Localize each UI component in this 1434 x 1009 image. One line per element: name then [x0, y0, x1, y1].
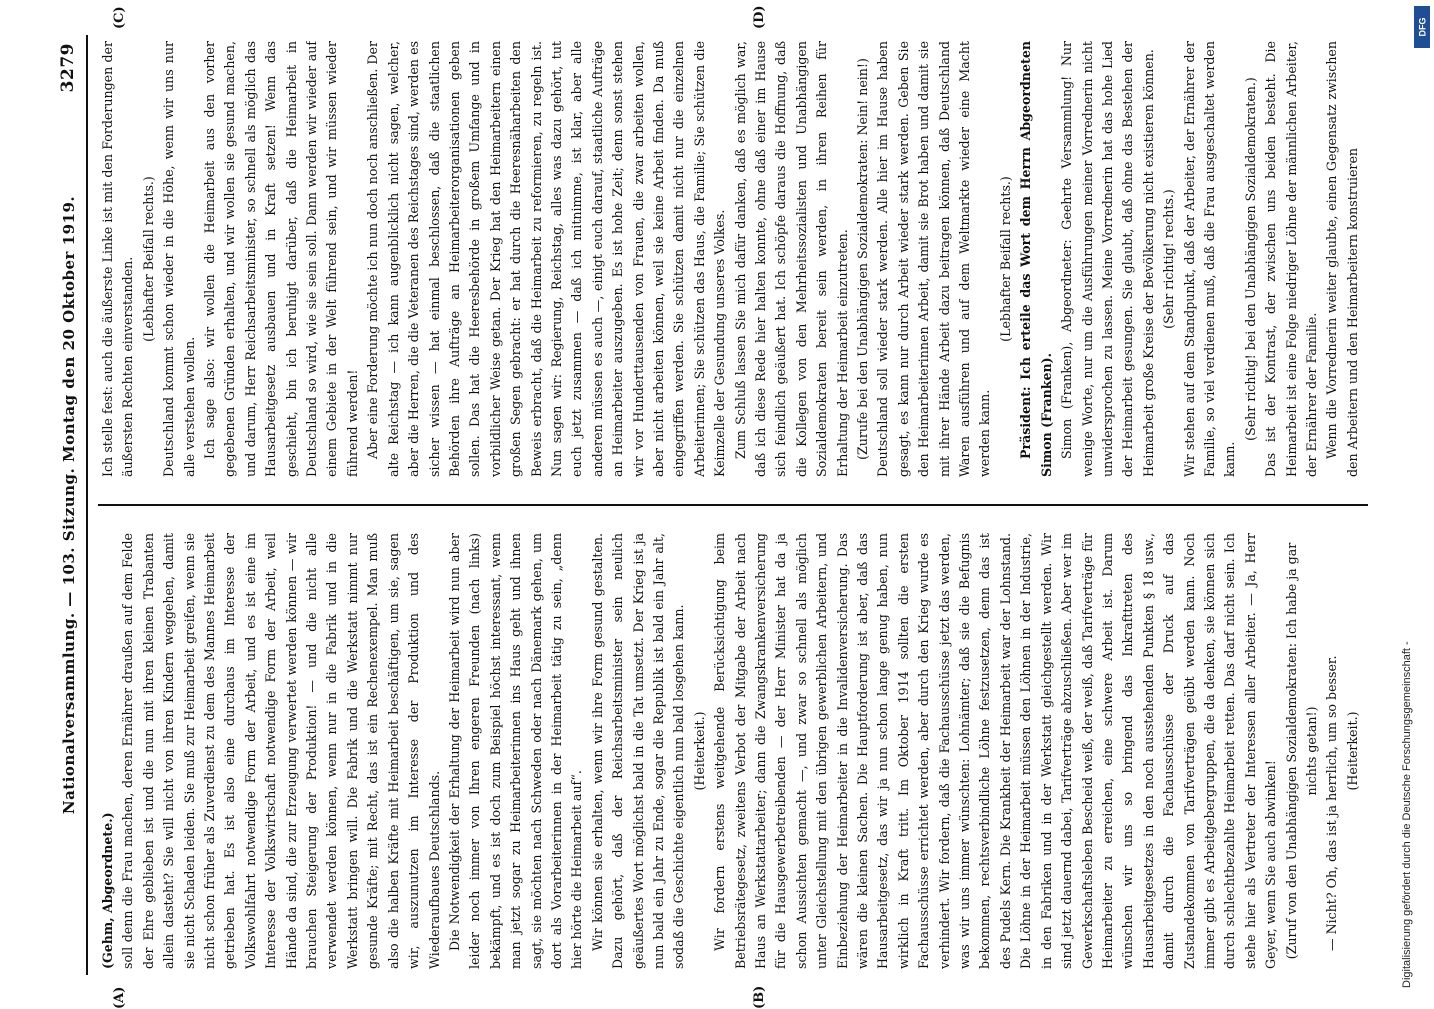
paragraph: Deutschland soll wieder stark werden. Alle hier im Hause haben gesagt, es kann nur durch Arbeit wieder stark werden. Geben Sie den Heimarbeiterinnen Arbeit, damit sie Brot haben und damit sie mit ihrer Hände Arbeit dazu beitragen können, daß Deutschland Waren ausführen und auf dem Weltmarkte wieder eine Macht werden kann.: [875, 41, 993, 477]
paragraph: Das ist der Kontrast, der zwischen uns beiden besteht. Die Heimarbeit ist eine Folge niedriger Löhne der männlichen Arbeiter, der Ernährer der Familie.: [1263, 41, 1319, 477]
paragraph: soll denn die Frau machen, deren Ernährer draußen auf dem Felde der Ehre geblieben ist und die nun mit ihren kleinen Trabanten allein dasteht? Sie will nicht von ihren Kindern weggehen, damit sie nicht Schaden leiden. Sie muß zur Heimarbeit greifen, wenn sie nicht schon früher als Zuverdienst zu dem des Mannes Heimarbeit getrieben hat. Es ist also eine durchaus im Interesse der Volkswohlfahrt notwendige Form der Arbeit, und es ist eine im Interesse der Volkswirtschaft notwendige Form der Arbeit, weil Hände da sind, die zur Erzeugung verwertet werden können — wir brauchen Steigerung der Produktion! — und die nicht alle verwendet werden können, wenn nur in die Fabrik und in die Werkstatt bringen will. Die Fabrik und die Werkstatt nimmt nur gesunde Kräfte; mit Recht, das ist ein Rechenexempel. Man muß also die halben Kräfte mit Heimarbeit beschäftigen, um sie, sagen wir, auszunutzen im Interesse der Produktion und des Wiederaufbaues Deutschlands.: [120, 533, 442, 969]
paragraph: Wir stehen auf dem Standpunkt, daß der Arbeiter, der Ernährer der Familie, so viel verdienen muß, daß die Frau ausgeschaltet werden kann.: [1181, 41, 1238, 477]
paragraph: Aber eine Forderung möchte ich nun doch noch anschließen. Der alte Reichstag — ich kann augenblicklich nicht sagen, welcher, aber die Herren, die die Veteranen des Reichstages sind, werden es sicher wissen — hat einmal beschlossen, daß die staatlichen Behörden ihre Aufträge an Heimarbeiterorganisationen geben sollen. Das hat die Heeresbehörde in großem Umfange und in vorbildlicher Weise getan. Der Krieg hat den Heimarbeitern einen großen Segen gebracht: er hat durch die Heeresnäharbeiten den Beweis erbracht, daß die Heimarbeit zu reformieren, zu regeln ist. Nun sagen wir: Regierung, Reichstag, alles was dazu gehört, tut euch jetzt zusammen — daß ich mitnimme, ist klar, aber alle anderen müssen es auch —, einigt euch darauf, staatliche Aufträge an Heimarbeiter auszugeben. Es ist hohe Zeit; denn sonst stehen wir vor Hunderttausenden von Frauen, die zwar arbeiten wollen, aber nicht arbeiten können, weil sie keine Arbeit finden. Da muß eingegriffen werden. Sie schützen damit nicht nur die einzelnen Arbeiterinnen; Sie schützen das Haus, die Familie; Sie schützen die Keimzelle der Gesundung unseres Volkes.: [365, 41, 728, 477]
paragraph: (Sehr richtig! rechts.): [1161, 189, 1177, 329]
column-divider: [98, 504, 1368, 506]
header-title: Nationalversammlung. — 103. Sitzung. Montag den 20 Oktober 1919.: [60, 195, 78, 815]
digitization-sidebar: [1398, 0, 1434, 1000]
margin-mark-c: (C): [112, 6, 127, 29]
paragraph: Simon (Franken), Abgeordneter: Geehrte Versammlung! Nur wenige Worte, nur um die Ausführungen meiner Vorrednerin nicht unwidersprochen zu lassen. Meine Vorrednerin hat das hohe Lied der Heimarbeit gesungen. Sie glaubt, daß ohne das Bestehen der Heimarbeit große Kreise der Bevölkerung nicht existieren können.: [1059, 41, 1156, 477]
paragraph: Wir fordern erstens weitgehende Berücksichtigung beim Betriebsrätegesetz, zweitens Verbot der Mitgabe der Arbeit nach Haus an Werkstattarbeiter; dann die Zwangskrankenversicherung für die Hausgewerbetreibenden — der Herr Minister hat da ja schon Aussichten gemacht —, und zwar so schnell als möglich unter Gleichstellung mit den übrigen gewerblichen Arbeitern, und Einbeziehung der Heimarbeiter in die Invalidenversicherung. Das wären die kleinen Sachen. Die Hauptforderung ist aber, daß das Hausarbeitgesetz, das wir ja nun schon lange genug haben, nun wirklich in Kraft tritt. Im Oktober 1914 sollten die ersten Fachausschüsse errichtet werden, aber durch den Krieg wurde es verhindert. Wir fordern, daß die Fachausschüsse jetzt das werden, was wir uns immer wünschten: Lohnämter; daß sie die Befugnis bekommen, rechtsverbindliche Löhne festzusetzen, denn das ist des Pudels Kern. Die Krankheit der Heimarbeit war der Lohnstand. Die Löhne in der Heimarbeit müssen den Löhnen in der Industrie, in den Fabriken und in der Werkstatt gleichgestellt werden. Wir sind jetzt dauernd dabei, Tarifverträge abzuschließen. Aber wer im Gewerkschaftsleben Bescheid weiß, der weiß, daß Tarifverträge für Heimarbeiter zu erreichen, eine schwere Arbeit ist. Darum wünschen wir uns so bringend das Inkrafttreten des Hausarbeitgesetzes in den noch ausstehenden Punkten § 18 usw., damit durch die Fachausschüsse der Druck auf das Zustandekommen von Tarifverträgen geübt werden kann. Noch immer gibt es Arbeitgebergruppen, die da denken, sie können sich durch schlechtbezahlte Heimarbeit retten. Das darf nicht sein. Ich stehe hier als Vertreter der Interessen aller Arbeiter. — Ja, Herr Geyer, wenn Sie auch abwinken!: [712, 533, 1279, 969]
paragraph: Wir können sie erhalten, wenn wir ihre Form gesund gestalten. Dazu gehört, daß der Reichsarbeitsminister sein neulich geäußertes Wort möglichst bald in die Tat umsetzt. Der Krieg ist ja nun bald ein Jahr zu Ende, sogar die Republik ist bald ein Jahr alt, sodaß die Geschichte eigentlich nun bald losgehen kann.: [589, 533, 687, 969]
paragraph: Deutschland kommt schon wieder in die Höhe, wenn wir uns nur alle verstehen wollen.: [161, 41, 197, 477]
paragraph: Wenn die Vorrednerin weiter glaubte, einen Gegensatz zwischen den Arbeitern und den Heimarbeitern konstruieren: [1324, 41, 1360, 477]
paragraph: (Heiterkeit.): [691, 711, 707, 791]
paragraph: — Nicht? Oh, das ist ja herrlich, um so besser.: [1324, 655, 1340, 951]
page-number: 3279: [58, 43, 78, 93]
paragraph: (Lebhafter Beifall rechts.): [140, 176, 156, 342]
paragraph: (Heiterkeit.): [1344, 711, 1360, 791]
paragraph: (Lebhafter Beifall rechts.): [997, 176, 1013, 342]
paragraph: (Gehm, Abgeordnete.): [100, 812, 115, 969]
paragraph: Zum Schluß lassen Sie mich dafür danken, daß es möglich war, daß ich diese Rede hier halten konnte, ohne daß einer im Hause sich feindlich geäußert hat. Ich schöpfe daraus die Hoffnung, daß die Kollegen von den Mehrheitssozialisten und Unabhängigen Sozialdemokraten bereit sein werden, in ihren Reihen für Erhaltung der Heimarbeit einzutreten.: [732, 41, 850, 477]
text-column-right: [98, 41, 1368, 477]
paragraph: (Sehr richtig! bei den Unabhängigen Sozialdemokraten.): [1242, 77, 1258, 441]
text-column-left: [98, 533, 1368, 969]
paragraph: Präsident: Ich erteile das Wort dem Herrn Abgeordneten Simon (Franken).: [1018, 41, 1054, 477]
margin-mark-d: (D): [752, 5, 767, 29]
dfg-logo: DFG: [1414, 6, 1430, 48]
paragraph: Die Notwendigkeit der Erhaltung der Heimarbeit wird nun aber leider noch immer von Ihren engeren Freunden (nach links) bekämpft, und es ist doch zum Beispiel höchst interessant, wenn man jetzt sogar zu Heimarbeiterinnen ins Haus geht und ihnen sagt, sie möchten nach Schweden oder nach Dänemark gehen, um dort als Vorarbeiterinnen in der Heimarbeit tätig zu sein, „denn hier hörte die Heimarbeit auf“.: [446, 533, 585, 969]
page-header: [52, 35, 88, 975]
paragraph: Ich stelle fest: auch die äußerste Linke ist mit den Forderungen der äußersten Rechten einverstanden.: [100, 41, 136, 477]
rotated-newspaper-page: [52, 5, 1382, 1009]
margin-mark-a: (A): [112, 986, 127, 1009]
paragraph: (Zuruf von den Unabhängigen Sozialdemokraten: Ich habe ja gar nichts getan!): [1283, 542, 1319, 960]
margin-mark-b: (B): [752, 985, 767, 1009]
funding-note: Digitalisierung gefördert durch die Deutsche Forschungsgemeinschaft -: [1401, 641, 1413, 988]
paragraph: Ich sage also: wir wollen die Heimarbeit aus den vorher gegebenen Gründen erhalten, und wir wollen sie gesund machen, und darum, Herr Reichsarbeitsminister, so schnell als möglich das Hausarbeitgesetz ausbauen und in Kraft setzen! Wenn das geschieht, bin ich beruhigt darüber, daß die Heimarbeit in Deutschland so wird, wie sie sein soll. Dann werden wir wieder auf einem Gebiete in der Welt führend sein, und wir müssen wieder führend werden!: [202, 41, 360, 477]
paragraph: (Zurufe bei den Unabhängigen Sozialdemokraten: Nein! nein!): [855, 58, 871, 460]
